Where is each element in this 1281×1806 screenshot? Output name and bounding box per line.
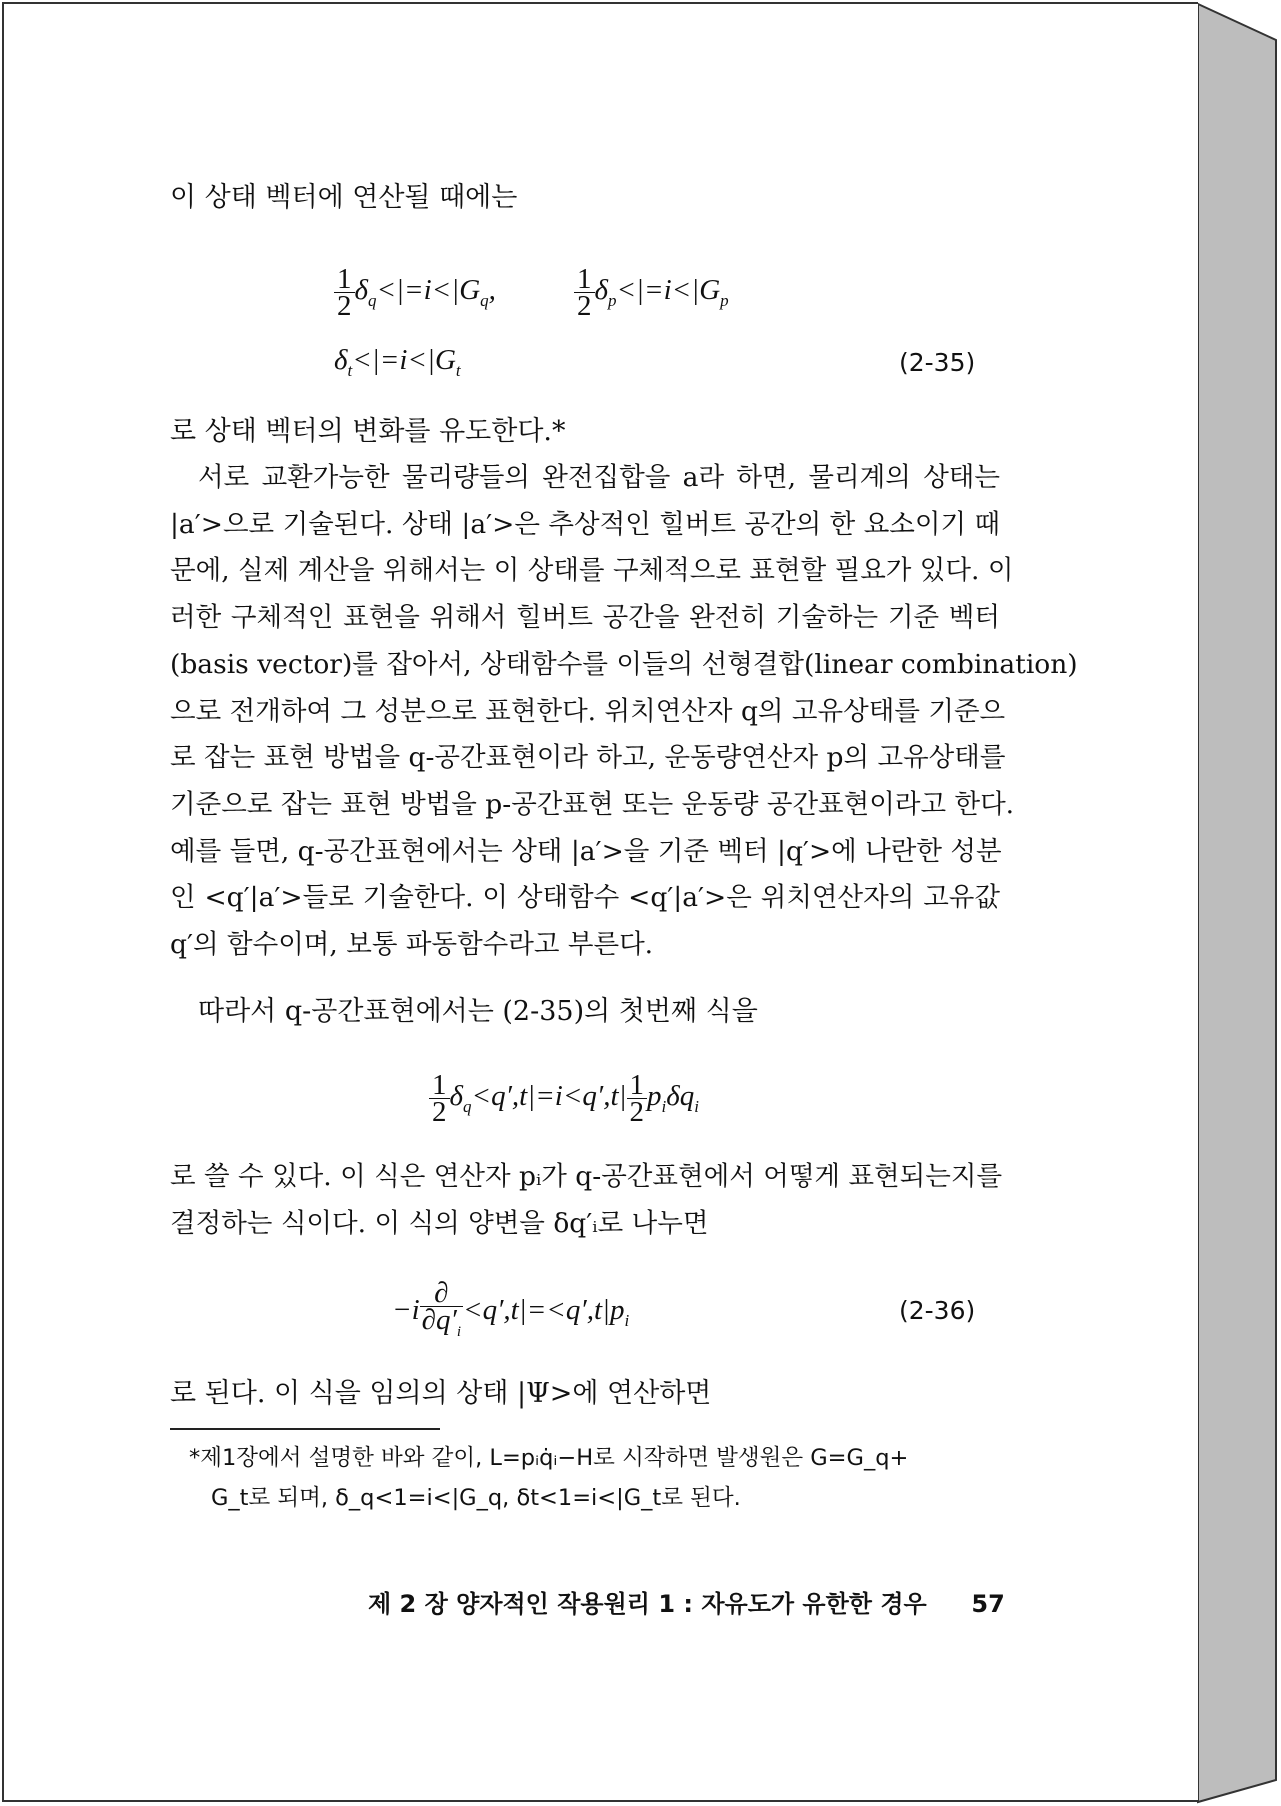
paragraph2-line: 따라서 q-공간표현에서는 (2-35)의 첫번째 식을 [198, 996, 758, 1027]
eq-2-35-line1a: 1 2 $\delta_q<|=i<|G_q$, [334, 266, 496, 319]
page-footer [368, 1584, 1005, 1619]
p1-line: 예를 들면, q-공간표현에서는 상태 |a′>을 기준 벡터 |q′>에 나란한 성분 [170, 835, 1002, 867]
p1-line: 기준으로 잡는 표현 방법을 p-공간표현 또는 운동량 공간표현이라고 한다. [170, 788, 1015, 820]
book-page [2, 2, 1198, 1802]
p1-line: 인 <q′|a′>들로 기술한다. 이 상태함수 <q′|a′>은 위치연산자의 고유값 [170, 882, 1000, 914]
paragraph1 [170, 455, 1078, 969]
book-side-edge [1198, 4, 1276, 1802]
paragraph3 [170, 1154, 1003, 1247]
p1-line: q′의 함수이며, 보통 파동함수라고 부른다. [170, 929, 654, 961]
after-eq3-line: 로 된다. 이 식을 임의의 상태 |Ψ>에 연산하면 [170, 1378, 712, 1409]
footer-chapter: 제 2 장 양자적인 작용원리 1 : 자유도가 유한한 경우 [368, 1590, 927, 1618]
p1-line: 으로 전개하여 그 성분으로 표현한다. 위치연산자 q의 고유상태를 기준으 [170, 695, 1006, 727]
eq-2-35-line2: $\delta_t<|=i<|G_t$ [334, 344, 461, 380]
footnote-line: *제1장에서 설명한 바와 같이, L=pᵢq̇ᵢ−H로 시작하면 발생원은 G=G_q+ [189, 1445, 909, 1471]
eq-2-36-number: (2-36) [899, 1296, 976, 1325]
eq-2-36: −i∂ $\partial q'_i<q',t|=<q',t|p_i$ [392, 1280, 629, 1345]
eq-middle: 1 2 $\delta_q<q',t|=i<q',t|$ 1 2 $p_i\delta q_i$ [429, 1072, 699, 1125]
p1-line: 문에, 실제 계산을 위해서는 이 상태를 구체적으로 표현할 필요가 있다. 이 [170, 555, 1014, 587]
p3-line: 로 쓸 수 있다. 이 식은 연산자 pᵢ가 q-공간표현에서 어떻게 표현되는지를 [170, 1161, 1003, 1192]
p1-line: 러한 구체적인 표현을 위해서 힐버트 공간을 완전히 기술하는 기준 벡터 [170, 602, 1000, 634]
p1-line: 로 잡는 표현 방법을 q-공간표현이라 하고, 운동량연산자 p의 고유상태를 [170, 742, 1006, 774]
footnote-divider [170, 1428, 440, 1430]
p1-line: 서로 교환가능한 물리량들의 완전집합을 a라 하면, 물리계의 상태는 [198, 462, 1000, 493]
footer-page-number: 57 [971, 1590, 1005, 1618]
after-eq1-line: 로 상태 벡터의 변화를 유도한다.* [170, 416, 566, 447]
p3-line: 결정하는 식이다. 이 식의 양변을 δq′ᵢ로 나누면 [170, 1207, 709, 1239]
p1-line: |a′>으로 기술된다. 상태 |a′>은 추상적인 힐버트 공간의 한 요소이기 때 [170, 508, 1001, 540]
p1-line: (basis vector)를 잡아서, 상태함수를 이들의 선형결합(linear combination) [170, 648, 1078, 680]
eq-2-35-line1b: 1 2 $\delta_p<|=i<|G_p$ [574, 266, 729, 319]
eq-2-35-number: (2-35) [899, 348, 976, 377]
intro-line: 이 상태 벡터에 연산될 때에는 [170, 182, 518, 213]
footnote-line: G_t로 되며, δ_q<1=i<|G_q, δt<1=i<|G_t로 된다. [211, 1485, 741, 1511]
